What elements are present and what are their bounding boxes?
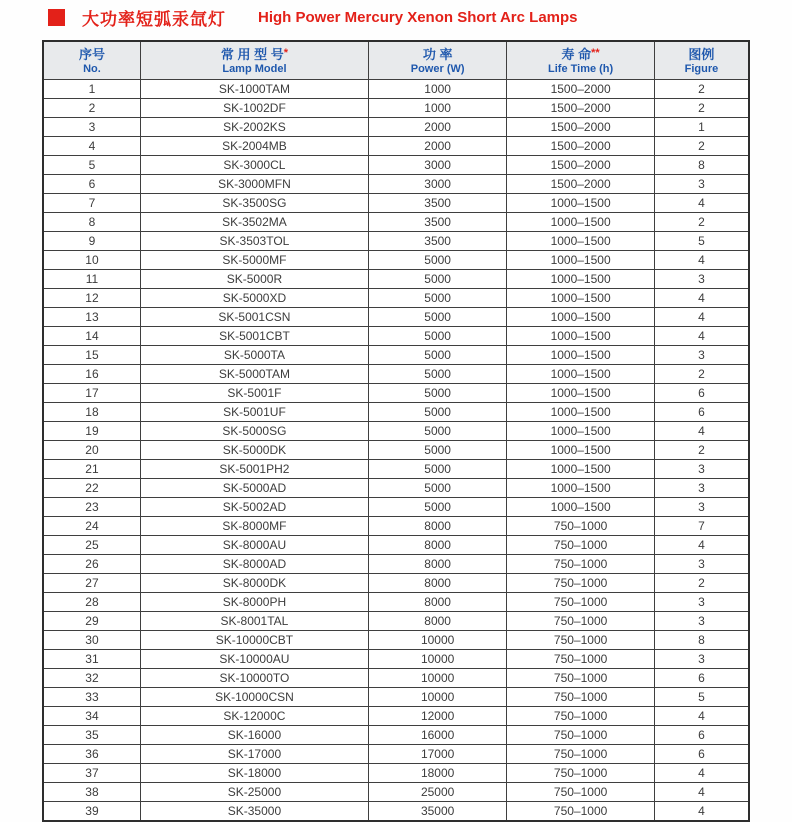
cell-power: 12000 bbox=[368, 707, 506, 726]
cell-figure: 6 bbox=[654, 726, 749, 745]
cell-power: 10000 bbox=[368, 688, 506, 707]
cell-no: 16 bbox=[43, 365, 140, 384]
cell-power: 3500 bbox=[368, 213, 506, 232]
cell-figure: 4 bbox=[654, 308, 749, 327]
cell-no: 38 bbox=[43, 783, 140, 802]
cell-lifetime: 750–1000 bbox=[507, 802, 655, 822]
cell-lamp-model: SK-10000TO bbox=[140, 669, 368, 688]
cell-figure: 7 bbox=[654, 517, 749, 536]
cell-lifetime: 750–1000 bbox=[507, 745, 655, 764]
cell-lifetime: 750–1000 bbox=[507, 783, 655, 802]
column-header-power: 功 率 Power (W) bbox=[368, 41, 506, 80]
cell-power: 5000 bbox=[368, 384, 506, 403]
table-row bbox=[43, 631, 749, 650]
cell-no: 25 bbox=[43, 536, 140, 555]
cell-no: 15 bbox=[43, 346, 140, 365]
cell-lamp-model: SK-5000DK bbox=[140, 441, 368, 460]
cell-lamp-model: SK-16000 bbox=[140, 726, 368, 745]
cell-lamp-model: SK-5000MF bbox=[140, 251, 368, 270]
cell-figure: 3 bbox=[654, 270, 749, 289]
cell-figure: 6 bbox=[654, 669, 749, 688]
cell-figure: 5 bbox=[654, 232, 749, 251]
table-row bbox=[43, 118, 749, 137]
cell-lamp-model: SK-25000 bbox=[140, 783, 368, 802]
cell-power: 2000 bbox=[368, 118, 506, 137]
cell-figure: 6 bbox=[654, 745, 749, 764]
cell-lifetime: 1500–2000 bbox=[507, 99, 655, 118]
footnote-mark: * bbox=[283, 47, 288, 59]
cell-figure: 3 bbox=[654, 479, 749, 498]
cell-figure: 2 bbox=[654, 99, 749, 118]
cell-lifetime: 1500–2000 bbox=[507, 175, 655, 194]
cell-figure: 2 bbox=[654, 441, 749, 460]
cell-no: 18 bbox=[43, 403, 140, 422]
cell-no: 4 bbox=[43, 137, 140, 156]
cell-lamp-model: SK-8000AD bbox=[140, 555, 368, 574]
cell-figure: 3 bbox=[654, 498, 749, 517]
table-row bbox=[43, 365, 749, 384]
cell-lamp-model: SK-5000AD bbox=[140, 479, 368, 498]
cell-power: 1000 bbox=[368, 99, 506, 118]
cell-lamp-model: SK-5000R bbox=[140, 270, 368, 289]
cell-lamp-model: SK-12000C bbox=[140, 707, 368, 726]
cell-no: 8 bbox=[43, 213, 140, 232]
cell-figure: 3 bbox=[654, 650, 749, 669]
cell-no: 24 bbox=[43, 517, 140, 536]
cell-power: 25000 bbox=[368, 783, 506, 802]
cell-power: 8000 bbox=[368, 593, 506, 612]
table-row bbox=[43, 669, 749, 688]
table-row bbox=[43, 194, 749, 213]
table-row bbox=[43, 175, 749, 194]
cell-lamp-model: SK-1000TAM bbox=[140, 80, 368, 99]
cell-lifetime: 1000–1500 bbox=[507, 308, 655, 327]
table-row bbox=[43, 270, 749, 289]
cell-lifetime: 750–1000 bbox=[507, 517, 655, 536]
cell-power: 10000 bbox=[368, 669, 506, 688]
cell-power: 5000 bbox=[368, 346, 506, 365]
cell-lifetime: 1000–1500 bbox=[507, 346, 655, 365]
cell-power: 8000 bbox=[368, 536, 506, 555]
cell-no: 22 bbox=[43, 479, 140, 498]
table-row bbox=[43, 517, 749, 536]
cell-lamp-model: SK-5000SG bbox=[140, 422, 368, 441]
cell-no: 9 bbox=[43, 232, 140, 251]
footnote-mark: ** bbox=[591, 47, 600, 59]
cell-power: 3000 bbox=[368, 156, 506, 175]
cell-figure: 3 bbox=[654, 593, 749, 612]
cell-lamp-model: SK-3000CL bbox=[140, 156, 368, 175]
cell-power: 16000 bbox=[368, 726, 506, 745]
cell-lamp-model: SK-5000TAM bbox=[140, 365, 368, 384]
cell-lamp-model: SK-8000AU bbox=[140, 536, 368, 555]
cell-no: 13 bbox=[43, 308, 140, 327]
cell-lamp-model: SK-8000PH bbox=[140, 593, 368, 612]
cell-figure: 6 bbox=[654, 384, 749, 403]
cell-figure: 3 bbox=[654, 612, 749, 631]
cell-lamp-model: SK-2004MB bbox=[140, 137, 368, 156]
cell-lifetime: 1500–2000 bbox=[507, 137, 655, 156]
table-row bbox=[43, 650, 749, 669]
column-header-lifetime: 寿 命** Life Time (h) bbox=[507, 41, 655, 80]
cell-power: 8000 bbox=[368, 612, 506, 631]
cell-lamp-model: SK-5002AD bbox=[140, 498, 368, 517]
table-header bbox=[43, 41, 749, 80]
cell-lamp-model: SK-3000MFN bbox=[140, 175, 368, 194]
cell-no: 17 bbox=[43, 384, 140, 403]
cell-no: 12 bbox=[43, 289, 140, 308]
cell-lamp-model: SK-10000CSN bbox=[140, 688, 368, 707]
cell-lifetime: 750–1000 bbox=[507, 707, 655, 726]
cell-no: 27 bbox=[43, 574, 140, 593]
table-row bbox=[43, 99, 749, 118]
cell-no: 7 bbox=[43, 194, 140, 213]
cell-lamp-model: SK-3502MA bbox=[140, 213, 368, 232]
cell-no: 28 bbox=[43, 593, 140, 612]
cell-lamp-model: SK-5000TA bbox=[140, 346, 368, 365]
cell-lifetime: 1000–1500 bbox=[507, 403, 655, 422]
page-title-english: High Power Mercury Xenon Short Arc Lamps bbox=[258, 9, 578, 26]
cell-lifetime: 750–1000 bbox=[507, 574, 655, 593]
cell-no: 20 bbox=[43, 441, 140, 460]
cell-power: 17000 bbox=[368, 745, 506, 764]
table-row bbox=[43, 251, 749, 270]
cell-figure: 2 bbox=[654, 137, 749, 156]
table-row bbox=[43, 707, 749, 726]
table-row bbox=[43, 536, 749, 555]
cell-lifetime: 1500–2000 bbox=[507, 118, 655, 137]
cell-lifetime: 1500–2000 bbox=[507, 156, 655, 175]
cell-figure: 8 bbox=[654, 156, 749, 175]
cell-no: 29 bbox=[43, 612, 140, 631]
cell-power: 3500 bbox=[368, 194, 506, 213]
cell-power: 5000 bbox=[368, 365, 506, 384]
cell-power: 5000 bbox=[368, 251, 506, 270]
cell-figure: 4 bbox=[654, 327, 749, 346]
cell-lifetime: 750–1000 bbox=[507, 612, 655, 631]
cell-power: 5000 bbox=[368, 308, 506, 327]
cell-no: 32 bbox=[43, 669, 140, 688]
cell-lifetime: 750–1000 bbox=[507, 593, 655, 612]
cell-lamp-model: SK-5001CSN bbox=[140, 308, 368, 327]
table-row bbox=[43, 232, 749, 251]
cell-figure: 1 bbox=[654, 118, 749, 137]
table-row bbox=[43, 612, 749, 631]
cell-figure: 3 bbox=[654, 175, 749, 194]
cell-power: 3500 bbox=[368, 232, 506, 251]
cell-figure: 3 bbox=[654, 346, 749, 365]
cell-lifetime: 750–1000 bbox=[507, 631, 655, 650]
cell-no: 21 bbox=[43, 460, 140, 479]
column-header-no: 序号 No. bbox=[43, 41, 140, 80]
cell-lifetime: 1000–1500 bbox=[507, 213, 655, 232]
page-title bbox=[48, 5, 578, 30]
cell-no: 5 bbox=[43, 156, 140, 175]
table-row bbox=[43, 688, 749, 707]
cell-figure: 4 bbox=[654, 707, 749, 726]
cell-power: 8000 bbox=[368, 517, 506, 536]
cell-figure: 4 bbox=[654, 251, 749, 270]
table-row bbox=[43, 346, 749, 365]
cell-figure: 8 bbox=[654, 631, 749, 650]
table-row bbox=[43, 80, 749, 99]
cell-power: 5000 bbox=[368, 327, 506, 346]
cell-lifetime: 750–1000 bbox=[507, 764, 655, 783]
table-row bbox=[43, 460, 749, 479]
cell-figure: 6 bbox=[654, 403, 749, 422]
cell-lamp-model: SK-18000 bbox=[140, 764, 368, 783]
cell-power: 5000 bbox=[368, 289, 506, 308]
cell-figure: 4 bbox=[654, 536, 749, 555]
cell-no: 36 bbox=[43, 745, 140, 764]
column-header-figure: 图例 Figure bbox=[654, 41, 749, 80]
cell-lamp-model: SK-8001TAL bbox=[140, 612, 368, 631]
cell-no: 1 bbox=[43, 80, 140, 99]
cell-figure: 4 bbox=[654, 194, 749, 213]
table-row bbox=[43, 802, 749, 822]
cell-power: 5000 bbox=[368, 270, 506, 289]
cell-figure: 2 bbox=[654, 574, 749, 593]
cell-lifetime: 1000–1500 bbox=[507, 460, 655, 479]
cell-lifetime: 1000–1500 bbox=[507, 289, 655, 308]
cell-lifetime: 1000–1500 bbox=[507, 384, 655, 403]
cell-power: 2000 bbox=[368, 137, 506, 156]
cell-power: 8000 bbox=[368, 555, 506, 574]
cell-power: 1000 bbox=[368, 80, 506, 99]
cell-lifetime: 1000–1500 bbox=[507, 327, 655, 346]
column-header-lamp-model: 常 用 型 号* Lamp Model bbox=[140, 41, 368, 80]
cell-no: 35 bbox=[43, 726, 140, 745]
table-row bbox=[43, 308, 749, 327]
cell-lifetime: 1000–1500 bbox=[507, 232, 655, 251]
cell-no: 31 bbox=[43, 650, 140, 669]
table-row bbox=[43, 327, 749, 346]
cell-lifetime: 1000–1500 bbox=[507, 498, 655, 517]
table-row bbox=[43, 726, 749, 745]
cell-lifetime: 750–1000 bbox=[507, 536, 655, 555]
cell-power: 5000 bbox=[368, 460, 506, 479]
cell-lamp-model: SK-8000DK bbox=[140, 574, 368, 593]
cell-power: 5000 bbox=[368, 441, 506, 460]
cell-lamp-model: SK-10000CBT bbox=[140, 631, 368, 650]
cell-no: 2 bbox=[43, 99, 140, 118]
cell-no: 23 bbox=[43, 498, 140, 517]
table-row bbox=[43, 783, 749, 802]
cell-figure: 4 bbox=[654, 802, 749, 822]
cell-lifetime: 750–1000 bbox=[507, 650, 655, 669]
cell-no: 10 bbox=[43, 251, 140, 270]
cell-lifetime: 1000–1500 bbox=[507, 479, 655, 498]
cell-lamp-model: SK-5001F bbox=[140, 384, 368, 403]
cell-figure: 4 bbox=[654, 764, 749, 783]
cell-lamp-model: SK-5000XD bbox=[140, 289, 368, 308]
cell-lifetime: 1500–2000 bbox=[507, 80, 655, 99]
cell-lifetime: 1000–1500 bbox=[507, 422, 655, 441]
cell-lamp-model: SK-2002KS bbox=[140, 118, 368, 137]
cell-figure: 3 bbox=[654, 555, 749, 574]
cell-lamp-model: SK-5001CBT bbox=[140, 327, 368, 346]
table-row bbox=[43, 764, 749, 783]
cell-power: 10000 bbox=[368, 650, 506, 669]
table-row bbox=[43, 479, 749, 498]
cell-lifetime: 1000–1500 bbox=[507, 365, 655, 384]
cell-lamp-model: SK-5001PH2 bbox=[140, 460, 368, 479]
cell-no: 30 bbox=[43, 631, 140, 650]
cell-figure: 2 bbox=[654, 80, 749, 99]
table-row bbox=[43, 555, 749, 574]
table-row bbox=[43, 745, 749, 764]
cell-lamp-model: SK-17000 bbox=[140, 745, 368, 764]
cell-figure: 2 bbox=[654, 213, 749, 232]
table-row bbox=[43, 137, 749, 156]
cell-lamp-model: SK-1002DF bbox=[140, 99, 368, 118]
cell-lifetime: 750–1000 bbox=[507, 726, 655, 745]
table-row bbox=[43, 441, 749, 460]
page-title-chinese: 大功率短弧汞氙灯 bbox=[82, 10, 226, 29]
cell-power: 18000 bbox=[368, 764, 506, 783]
cell-lifetime: 750–1000 bbox=[507, 555, 655, 574]
cell-figure: 4 bbox=[654, 289, 749, 308]
cell-no: 11 bbox=[43, 270, 140, 289]
cell-lamp-model: SK-35000 bbox=[140, 802, 368, 822]
cell-lifetime: 750–1000 bbox=[507, 688, 655, 707]
cell-figure: 4 bbox=[654, 783, 749, 802]
cell-no: 37 bbox=[43, 764, 140, 783]
table-row bbox=[43, 403, 749, 422]
cell-lamp-model: SK-3503TOL bbox=[140, 232, 368, 251]
cell-lamp-model: SK-5001UF bbox=[140, 403, 368, 422]
cell-no: 34 bbox=[43, 707, 140, 726]
table-row bbox=[43, 156, 749, 175]
cell-lifetime: 1000–1500 bbox=[507, 441, 655, 460]
table-row bbox=[43, 213, 749, 232]
cell-lifetime: 1000–1500 bbox=[507, 194, 655, 213]
table-row bbox=[43, 289, 749, 308]
cell-lamp-model: SK-8000MF bbox=[140, 517, 368, 536]
cell-figure: 3 bbox=[654, 460, 749, 479]
cell-no: 3 bbox=[43, 118, 140, 137]
cell-figure: 4 bbox=[654, 422, 749, 441]
cell-no: 39 bbox=[43, 802, 140, 822]
cell-power: 5000 bbox=[368, 498, 506, 517]
cell-lamp-model: SK-10000AU bbox=[140, 650, 368, 669]
cell-power: 5000 bbox=[368, 422, 506, 441]
cell-no: 14 bbox=[43, 327, 140, 346]
cell-power: 5000 bbox=[368, 479, 506, 498]
table-row bbox=[43, 574, 749, 593]
cell-no: 26 bbox=[43, 555, 140, 574]
cell-lifetime: 1000–1500 bbox=[507, 251, 655, 270]
cell-figure: 2 bbox=[654, 365, 749, 384]
table-row bbox=[43, 498, 749, 517]
table-body bbox=[43, 80, 749, 822]
cell-lifetime: 1000–1500 bbox=[507, 270, 655, 289]
table-row bbox=[43, 422, 749, 441]
table-row bbox=[43, 593, 749, 612]
cell-figure: 5 bbox=[654, 688, 749, 707]
cell-power: 5000 bbox=[368, 403, 506, 422]
lamp-spec-table bbox=[42, 40, 750, 822]
cell-power: 35000 bbox=[368, 802, 506, 822]
table-row bbox=[43, 384, 749, 403]
cell-no: 33 bbox=[43, 688, 140, 707]
cell-power: 8000 bbox=[368, 574, 506, 593]
cell-power: 3000 bbox=[368, 175, 506, 194]
cell-lifetime: 750–1000 bbox=[507, 669, 655, 688]
red-square-icon bbox=[48, 9, 65, 26]
cell-power: 10000 bbox=[368, 631, 506, 650]
cell-lamp-model: SK-3500SG bbox=[140, 194, 368, 213]
cell-no: 6 bbox=[43, 175, 140, 194]
cell-no: 19 bbox=[43, 422, 140, 441]
